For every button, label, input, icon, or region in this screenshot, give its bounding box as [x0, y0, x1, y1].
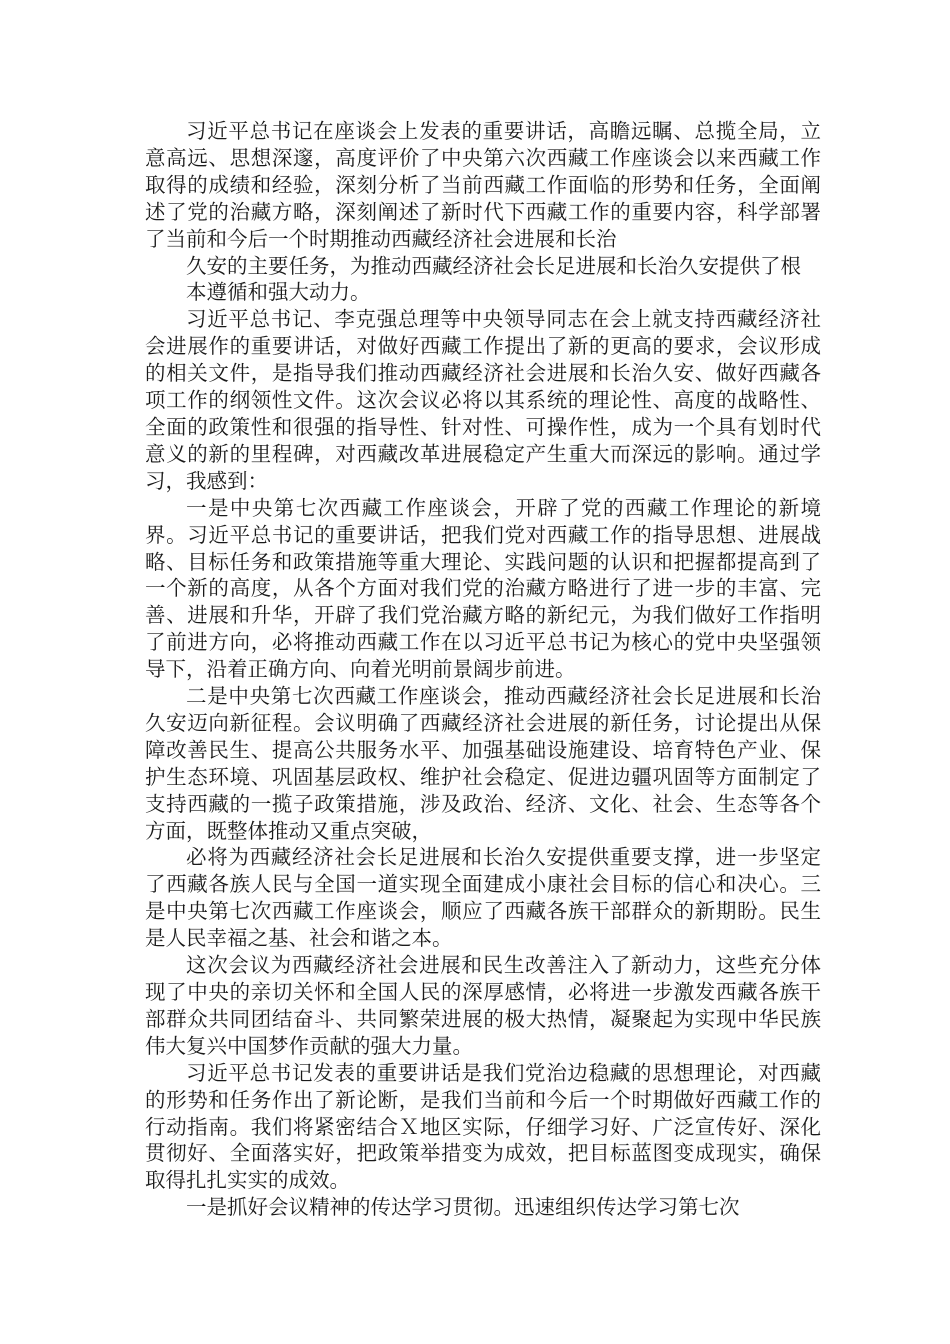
document-body — [145, 118, 821, 1221]
paragraph: 二是中央第七次西藏工作座谈会，推动西藏经济社会长足进展和长治久安迈向新征程。会议明确了西藏经济社会进展的新任务，讨论提出从保障改善民生、提高公共服务水平、加强基础设施建设、培育特色产业、保护生态环境、巩固基层政权、维护社会稳定、促进边疆巩固等方面制定了支持西藏的一揽子政策措施，涉及政治、经济、文化、社会、生态等各个方面，既整体推动又重点突破， — [145, 684, 821, 843]
paragraph: 必将为西藏经济社会长足进展和长治久安提供重要支撑，进一步坚定了西藏各族人民与全国一道实现全面建成小康社会目标的信心和决心。三是中央第七次西藏工作座谈会，顺应了西藏各族干部群众的新期盼。民生是人民幸福之基、社会和谐之本。 — [145, 845, 821, 951]
paragraph: 一是抓好会议精神的传达学习贯彻。迅速组织传达学习第七次 — [186, 1195, 740, 1220]
paragraph: 一是中央第七次西藏工作座谈会，开辟了党的西藏工作理论的新境界。习近平总书记的重要讲话，把我们党对西藏工作的指导思想、进展战略、目标任务和政策措施等重大理论、实践问题的认识和把握都提高到了一个新的高度，从各个方面对我们党的治藏方略进行了进一步的丰富、完善、进展和升华，开辟了我们党治藏方略的新纪元，为我们做好工作指明了前进方向，必将推动西藏工作在以习近平总书记为核心的党中央坚强领导下，沿着正确方向、向着光明前景阔步前进。 — [145, 495, 821, 682]
paragraph: 这次会议为西藏经济社会进展和民生改善注入了新动力，这些充分体现了中央的亲切关怀和全国人民的深厚感情，必将进一步激发西藏各族干部群众共同团结奋斗、共同繁荣进展的极大热情，凝聚起为实现中华民族伟大复兴中国梦作贡献的强大力量。 — [145, 953, 821, 1058]
paragraph: 久安的主要任务，为推动西藏经济社会长足进展和长治久安提供了根 — [186, 253, 801, 278]
paragraph: 本遵循和强大动力。 — [186, 280, 371, 305]
paragraph: 习近平总书记在座谈会上发表的重要讲话，高瞻远瞩、总揽全局，立意高远、思想深邃，高度评价了中央第六次西藏工作座谈会以来西藏工作取得的成绩和经验，深刻分析了当前西藏工作面临的形势和任务，全面阐述了党的治藏方略，深刻阐述了新时代下西藏工作的重要内容，科学部署了当前和今后一个时期推动西藏经济社会进展和长治 — [145, 119, 821, 251]
paragraph: 习近平总书记发表的重要讲话是我们党治边稳藏的思想理论，对西藏的形势和任务作出了新论断，是我们当前和今后一个时期做好西藏工作的行动指南。我们将紧密结合Ｘ地区实际，仔细学习好、广泛宣传好、深化贯彻好、全面落实好，把政策举措变为成效，把目标蓝图变成现实，确保取得扎扎实实的成效。 — [145, 1060, 821, 1193]
paragraph: 习近平总书记、李克强总理等中央领导同志在会上就支持西藏经济社会进展作的重要讲话，对做好西藏工作提出了新的更高的要求，会议形成的相关文件，是指导我们推动西藏经济社会进展和长治久安、做好西藏各项工作的纲领性文件。这次会议必将以其系统的理论性、高度的战略性、全面的政策性和很强的指导性、针对性、可操作性，成为一个具有划时代意义的新的里程碑，对西藏改革进展稳定产生重大而深远的影响。通过学习，我感到： — [145, 307, 821, 493]
